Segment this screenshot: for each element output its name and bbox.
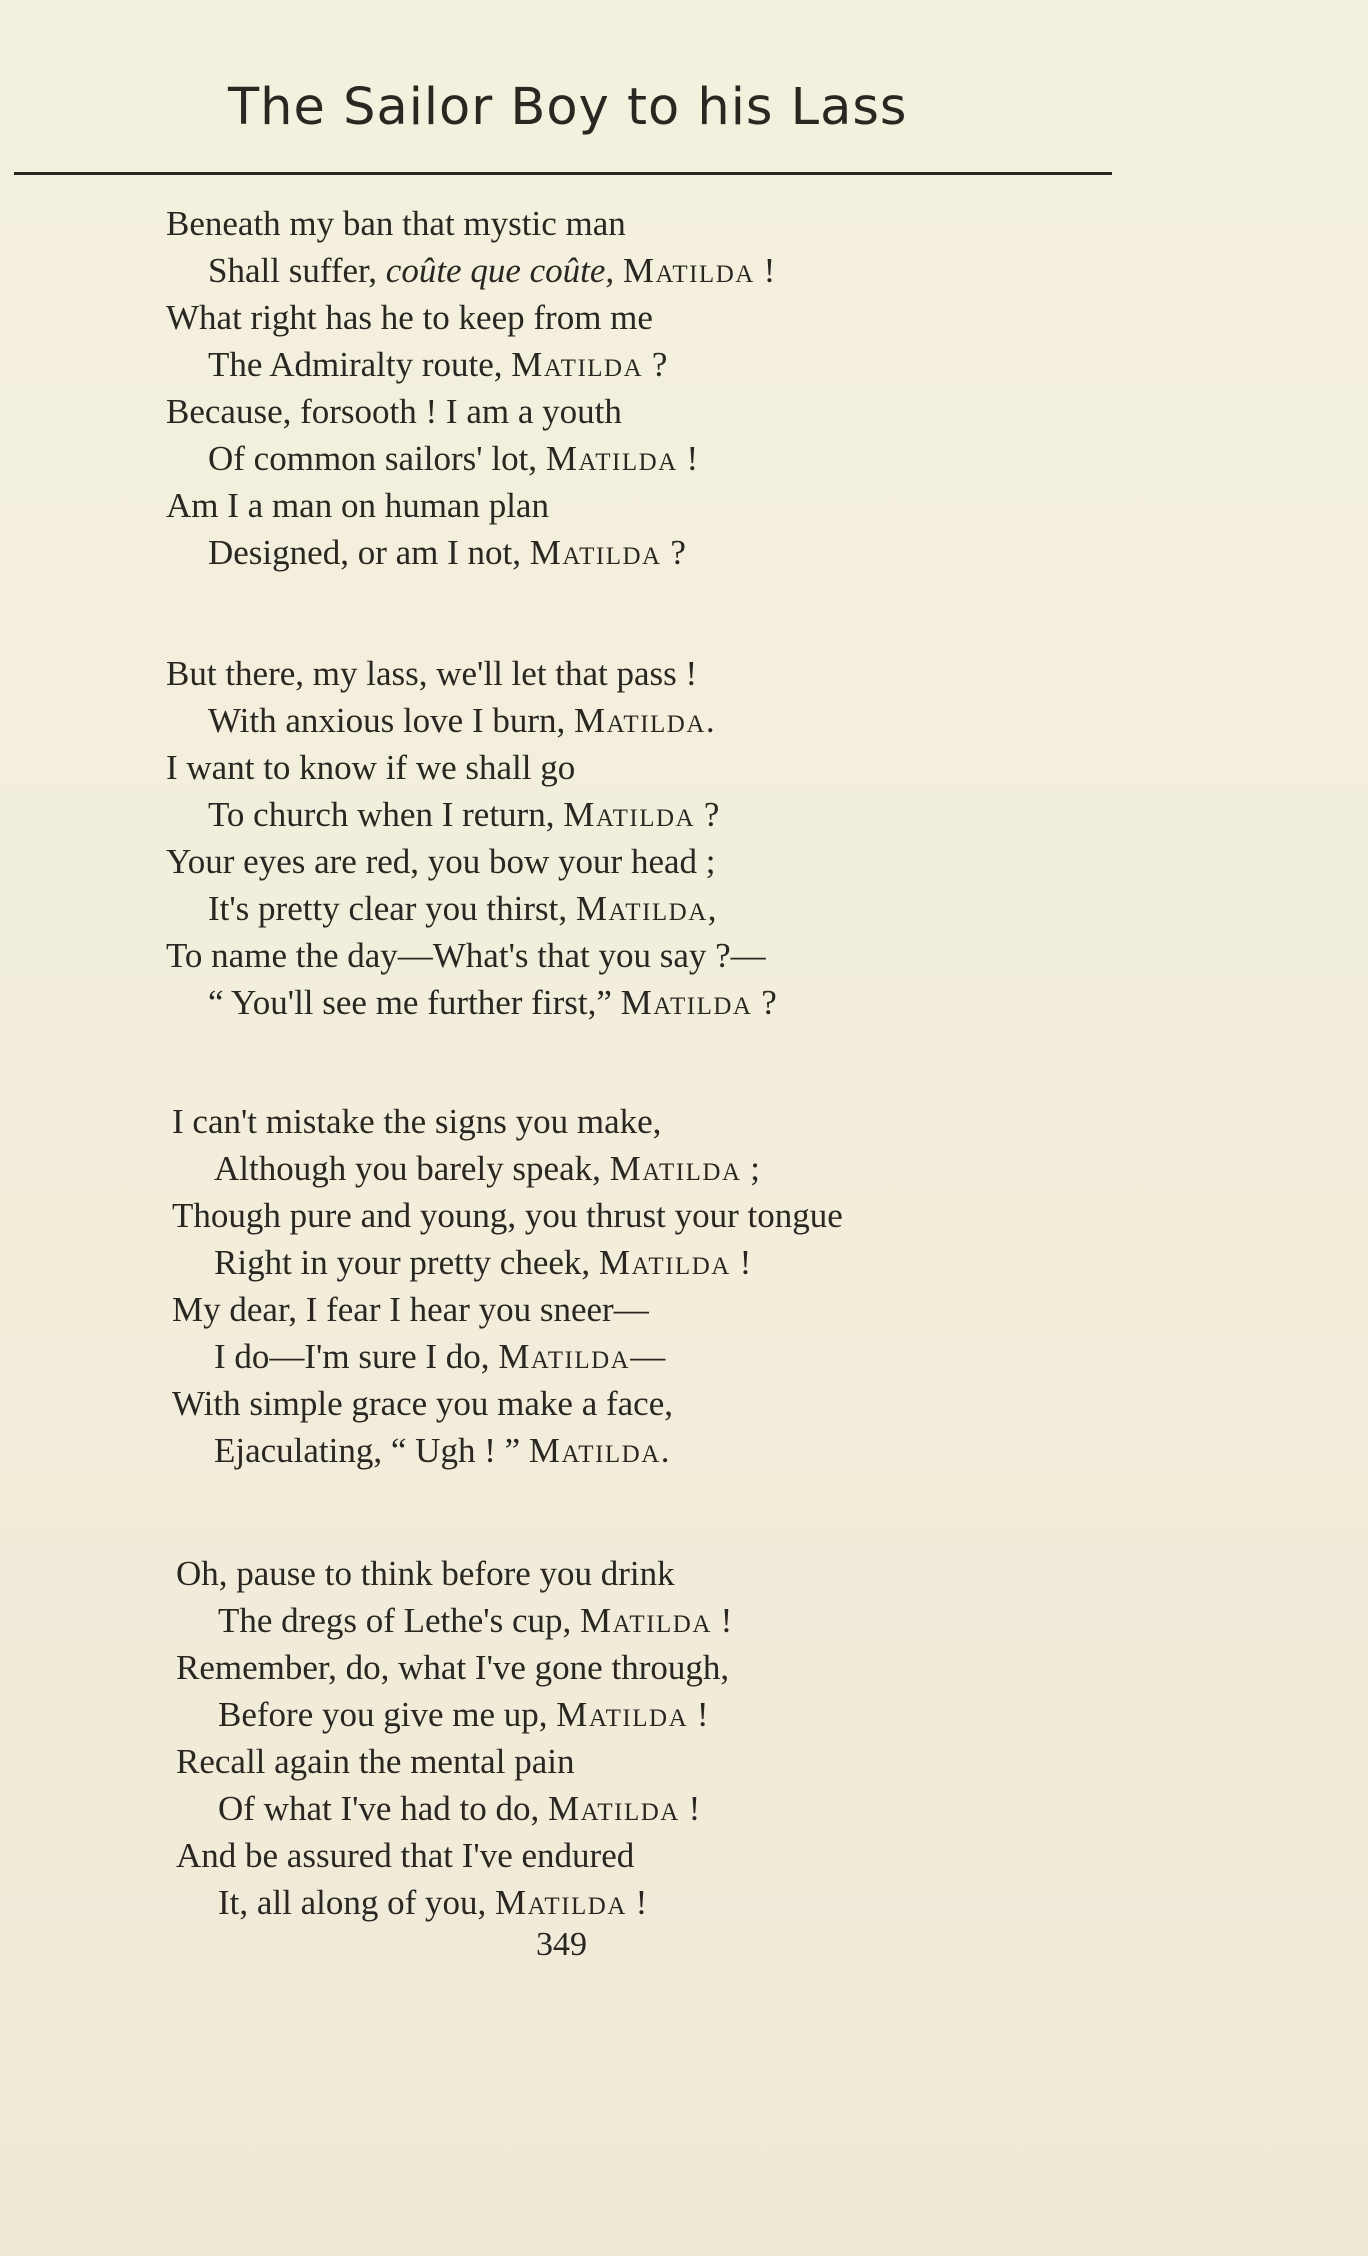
poem-line: [166, 294, 1066, 341]
line-text: Beneath my ban that mystic man: [166, 204, 626, 243]
line-punctuation: !: [688, 1695, 709, 1734]
line-text: To name the day—What's that you say ?—: [166, 936, 766, 975]
line-text: [614, 251, 623, 290]
running-head: The Sailor Boy to his Lass: [228, 78, 908, 137]
addressee-name: Matilda: [495, 1883, 627, 1922]
line-text: Recall again the mental pain: [176, 1742, 575, 1781]
line-text: My dear, I fear I hear you sneer—: [172, 1290, 649, 1329]
italic-phrase: coûte que coûte,: [385, 251, 615, 290]
poem-line: [172, 1145, 1072, 1192]
poem-line: [166, 388, 1066, 435]
line-punctuation: .: [660, 1431, 670, 1470]
stanza: [176, 1550, 1076, 1926]
stanza: [166, 650, 1066, 1026]
poem-line: [172, 1286, 1072, 1333]
line-text: Remember, do, what I've gone through,: [176, 1648, 730, 1687]
line-text: The Admiralty route,: [208, 345, 512, 384]
stanza: [166, 200, 1066, 576]
line-punctuation: ;: [741, 1149, 760, 1188]
line-text: I do—I'm sure I do,: [214, 1337, 499, 1376]
poem-line: [166, 744, 1066, 791]
line-text: Right in your pretty cheek,: [214, 1243, 599, 1282]
line-text: What right has he to keep from me: [166, 298, 653, 337]
addressee-name: Matilda: [547, 1789, 680, 1828]
poem-line: [166, 979, 1066, 1026]
line-text: But there, my lass, we'll let that pass !: [166, 654, 698, 693]
line-punctuation: !: [626, 1883, 648, 1922]
line-text: Oh, pause to think before you drink: [176, 1554, 675, 1593]
poem-line: [172, 1192, 1072, 1239]
line-text: To church when I return,: [208, 795, 564, 834]
page-number: 349: [536, 1926, 587, 1963]
poem-line: [166, 697, 1066, 744]
addressee-name: Matilda: [498, 1337, 631, 1376]
line-text: With simple grace you make a face,: [172, 1384, 674, 1423]
poem-line: [166, 529, 1066, 576]
poem-line: [172, 1380, 1072, 1427]
poem-line: [166, 482, 1066, 529]
line-punctuation: ?: [643, 345, 668, 384]
line-text: Ejaculating, “ Ugh ! ”: [214, 1431, 529, 1470]
line-text: Your eyes are red, you bow your head ;: [166, 842, 716, 881]
line-punctuation: !: [754, 251, 776, 290]
line-text: It, all along of you,: [218, 1883, 496, 1922]
line-text: Of what I've had to do,: [218, 1789, 548, 1828]
poem-line: [176, 1879, 1076, 1926]
poem-line: [172, 1098, 1072, 1145]
poem-line: [166, 838, 1066, 885]
poem-line: [166, 247, 1066, 294]
line-punctuation: !: [679, 1789, 701, 1828]
line-punctuation: ?: [661, 533, 686, 572]
line-punctuation: —: [630, 1337, 666, 1376]
poem-line: [166, 341, 1066, 388]
line-text: It's pretty clear you thirst,: [208, 889, 576, 928]
poem-line: [176, 1738, 1076, 1785]
poem-line: [172, 1427, 1072, 1474]
poem-line: [166, 791, 1066, 838]
addressee-name: Matilda: [620, 983, 753, 1022]
poem-line: [166, 885, 1066, 932]
addressee-name: Matilda: [609, 1149, 742, 1188]
addressee-name: Matilda: [511, 345, 644, 384]
line-text: Designed, or am I not,: [208, 533, 530, 572]
line-text: And be assured that I've endured: [176, 1836, 635, 1875]
line-punctuation: .: [705, 701, 715, 740]
addressee-name: Matilda: [528, 1431, 661, 1470]
line-text: Though pure and young, you thrust your tongue: [172, 1196, 843, 1235]
line-punctuation: !: [711, 1601, 733, 1640]
header-rule: [14, 172, 1112, 175]
line-text: The dregs of Lethe's cup,: [218, 1601, 581, 1640]
poem-line: [176, 1691, 1076, 1738]
poem-line: [166, 650, 1066, 697]
line-punctuation: ?: [695, 795, 720, 834]
poem-line: [166, 435, 1066, 482]
line-punctuation: !: [677, 439, 699, 478]
addressee-name: Matilda: [556, 1695, 689, 1734]
addressee-name: Matilda: [529, 533, 662, 572]
line-text: Because, forsooth ! I am a youth: [166, 392, 622, 431]
addressee-name: Matilda: [580, 1601, 712, 1640]
line-text: Before you give me up,: [218, 1695, 557, 1734]
poem-line: [172, 1239, 1072, 1286]
poem-line: [176, 1832, 1076, 1879]
poem-line: [176, 1785, 1076, 1832]
line-text: Shall suffer,: [208, 251, 386, 290]
line-text: With anxious love I burn,: [208, 701, 575, 740]
addressee-name: Matilda: [545, 439, 678, 478]
stanza: [172, 1098, 1072, 1474]
line-text: Am I a man on human plan: [166, 486, 549, 525]
addressee-name: Matilda: [598, 1243, 731, 1282]
poem-line: [166, 932, 1066, 979]
poem-line: [172, 1333, 1072, 1380]
line-punctuation: ,: [707, 889, 717, 928]
poem-line: [166, 200, 1066, 247]
poem-line: [176, 1644, 1076, 1691]
line-text: Although you barely speak,: [214, 1149, 610, 1188]
line-text: I can't mistake the signs you make,: [172, 1102, 662, 1141]
poem-line: [176, 1550, 1076, 1597]
line-text: Of common sailors' lot,: [208, 439, 546, 478]
line-text: I want to know if we shall go: [166, 748, 576, 787]
line-text: “ You'll see me further first,”: [208, 983, 621, 1022]
addressee-name: Matilda: [575, 889, 708, 928]
addressee-name: Matilda: [622, 251, 755, 290]
addressee-name: Matilda: [563, 795, 696, 834]
line-punctuation: !: [730, 1243, 752, 1282]
poem-line: [176, 1597, 1076, 1644]
line-punctuation: ?: [752, 983, 777, 1022]
addressee-name: Matilda: [574, 701, 706, 740]
